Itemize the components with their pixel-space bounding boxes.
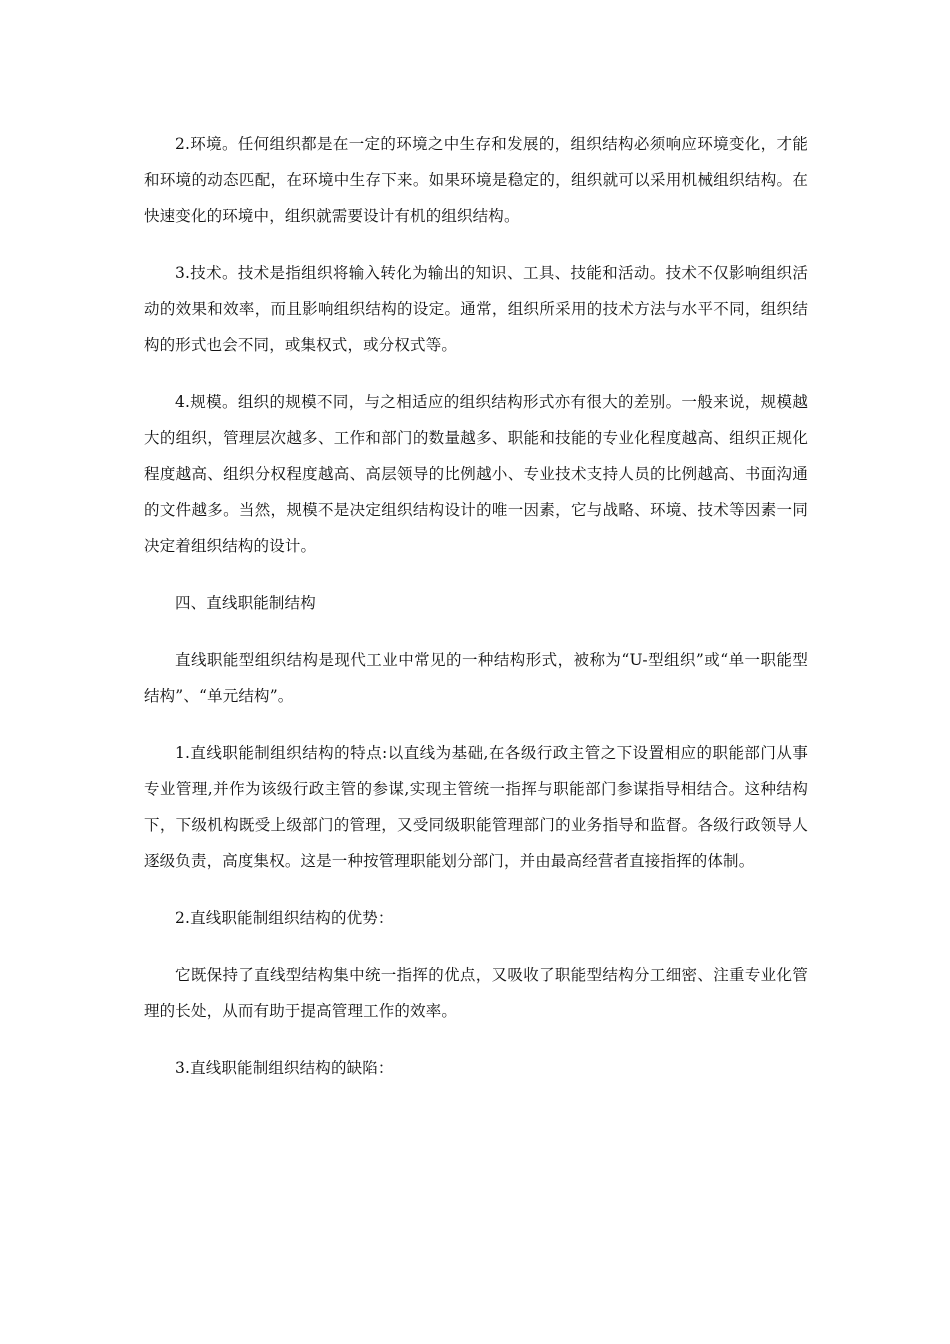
paragraph-scale: 4.规模。组织的规模不同，与之相适应的组织结构形式亦有很大的差别。一般来说，规模越大的组织，管理层次越多、工作和部门的数量越多、职能和技能的专业化程度越高、组织正规化程度越高、组织分权程度越高、高层领导的比例越小、专业技术支持人员的比例越高、书面沟通的文件越多。当然，规模不是决定组织结构设计的唯一因素，它与战略、环境、技术等因素一同决定着组织结构的设计。 (144, 393, 808, 555)
paragraph-definition: 直线职能型组织结构是现代工业中常见的一种结构形式，被称为“U-型组织”或“单一职能型结构”、“单元结构”。 (144, 651, 808, 705)
paragraph-environment: 2.环境。任何组织都是在一定的环境之中生存和发展的，组织结构必须响应环境变化，才能和环境的动态匹配，在环境中生存下来。如果环境是稳定的，组织就可以采用机械组织结构。在快速变化的环境中，组织就需要设计有机的组织结构。 (144, 135, 808, 225)
paragraph-characteristics: 1.直线职能制组织结构的特点:以直线为基础,在各级行政主管之下设置相应的职能部门从事专业管理,并作为该级行政主管的参谋,实现主管统一指挥与职能部门参谋指导相结合。这种结构下，下级机构既受上级部门的管理，又受同级职能管理部门的业务指导和监督。各级行政领导人逐级负责，高度集权。这是一种按管理职能划分部门，并由最高经营者直接指挥的体制。 (144, 744, 808, 870)
paragraph-advantages-heading: 2.直线职能制组织结构的优势： (175, 909, 394, 927)
paragraph-drawbacks-heading: 3.直线职能制组织结构的缺陷： (175, 1059, 394, 1077)
paragraph-technology: 3.技术。技术是指组织将输入转化为输出的知识、工具、技能和活动。技术不仅影响组织活动的效果和效率，而且影响组织结构的设定。通常，组织所采用的技术方法与水平不同，组织结构的形式也会不同，或集权式，或分权式等。 (144, 264, 808, 354)
paragraph-advantages: 它既保持了直线型结构集中统一指挥的优点，又吸收了职能型结构分工细密、注重专业化管理的长处，从而有助于提高管理工作的效率。 (144, 966, 808, 1020)
section-heading: 四、直线职能制结构 (175, 594, 316, 612)
document-body (144, 126, 808, 1107)
